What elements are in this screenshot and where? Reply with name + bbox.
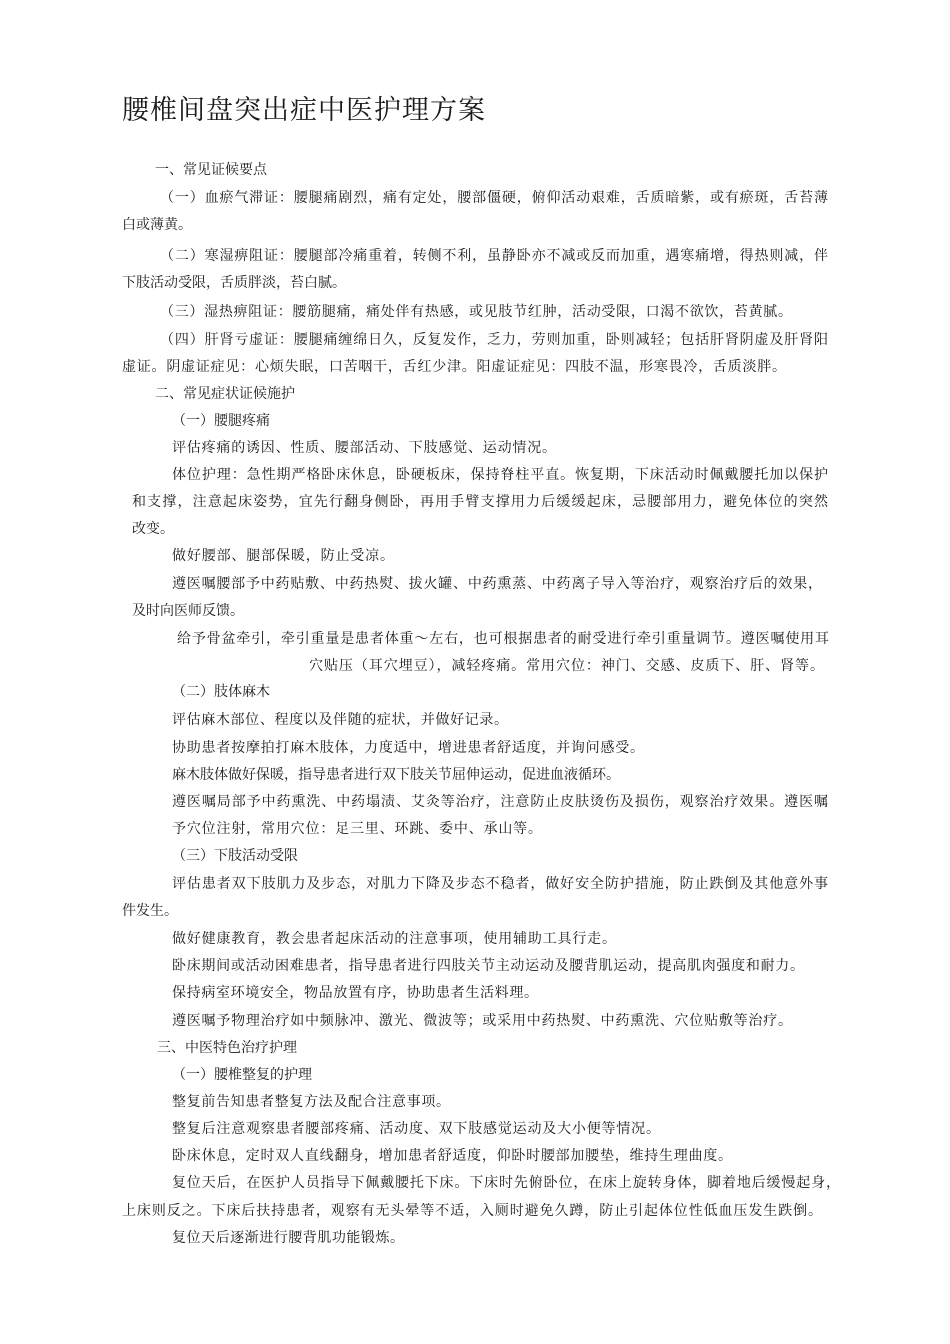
paragraph-line: 下肢活动受限，舌质胖淡，苔白腻。 <box>122 275 346 291</box>
paragraph-line: 予穴位注射，常用穴位：足三里、环跳、委中、承山等。 <box>172 821 542 837</box>
paragraph-line: 复位天后，在医护人员指导下佩戴腰托下床。下床时先俯卧位，在床上旋转身体，脚着地后缓慢起身， <box>172 1175 840 1191</box>
paragraph-line: 评估疼痛的诱因、性质、腰部活动、下肢感觉、运动情况。 <box>172 440 556 456</box>
paragraph-line: 麻木肢体做好保暖，指导患者进行双下肢关节屈伸运动，促进血液循环。 <box>172 767 620 783</box>
paragraph-line: 给予骨盆牵引，牵引重量是患者体重〜左右，也可根据患者的耐受进行牵引重量调节。遵医嘱使用耳 <box>177 631 829 647</box>
subsection-heading: （三）下肢活动受限 <box>172 848 298 864</box>
paragraph-line: 件发生。 <box>122 903 178 919</box>
paragraph-line: 上床则反之。下床后扶持患者，观察有无头晕等不适，入厕时避免久蹲，防止引起体位性低血压发生跌倒。 <box>122 1203 822 1219</box>
paragraph-line: 遵医嘱予物理治疗如中频脉冲、激光、微波等；或采用中药热熨、中药熏洗、穴位贴敷等治疗。 <box>172 1013 792 1029</box>
paragraph-line: 改变。 <box>132 521 174 537</box>
paragraph-line: 和支撑，注意起床姿势，宜先行翻身侧卧，再用手臂支撑用力后缓缓起床，忌腰部用力，避免体位的突然 <box>132 494 828 510</box>
paragraph-line: 保持病室环境安全，物品放置有序，协助患者生活料理。 <box>172 985 538 1001</box>
paragraph-line: （一）血瘀气滞证：腰腿痛剧烈，痛有定处，腰部僵硬，俯仰活动艰难，舌质暗紫，或有瘀斑，舌苔薄 <box>160 190 828 206</box>
paragraph-line: 遵医嘱腰部予中药贴敷、中药热熨、拔火罐、中药熏蒸、中药离子导入等治疗，观察治疗后的效果， <box>172 576 822 592</box>
paragraph-line: 协助患者按摩拍打麻木肢体，力度适中，增进患者舒适度，并询问感受。 <box>172 740 644 756</box>
paragraph-line: 做好健康教育，教会患者起床活动的注意事项，使用辅助工具行走。 <box>172 931 616 947</box>
paragraph-line: 虚证。阴虚证症见：心烦失眠，口苦咽干，舌红少津。阳虚证症见：四肢不温，形寒畏冷，舌质淡胖。 <box>122 359 786 375</box>
paragraph-line: 整复前告知患者整复方法及配合注意事项。 <box>172 1094 450 1110</box>
subsection-heading: （一）腰椎整复的护理 <box>172 1067 312 1083</box>
paragraph-line: 复位天后逐渐进行腰背肌功能锻炼。 <box>172 1230 404 1246</box>
subsection-heading: （二）肢体麻木 <box>172 684 270 700</box>
subsection-heading: （一）腰腿疼痛 <box>172 413 270 429</box>
paragraph-line: 评估麻木部位、程度以及伴随的症状，并做好记录。 <box>172 712 508 728</box>
paragraph-line: 评估患者双下肢肌力及步态，对肌力下降及步态不稳者，做好安全防护措施，防止跌倒及其他意外事 <box>172 876 828 892</box>
paragraph-line: 及时向医师反馈。 <box>132 603 244 619</box>
paragraph-line: 做好腰部、腿部保暖，防止受凉。 <box>172 548 394 564</box>
paragraph-line: 白或薄黄。 <box>122 217 192 233</box>
paragraph-line: 遵医嘱局部予中药熏洗、中药塌渍、艾灸等治疗，注意防止皮肤烫伤及损伤，观察治疗效果。遵医嘱 <box>172 794 828 810</box>
paragraph-line: 卧床休息，定时双人直线翻身，增加患者舒适度，仰卧时腰部加腰垫，维持生理曲度。 <box>172 1148 732 1164</box>
document-title: 腰椎间盘突出症中医护理方案 <box>122 95 486 126</box>
paragraph-line: （二）寒湿痹阻证：腰腿部冷痛重着，转侧不利，虽静卧亦不减或反而加重，遇寒痛增，得热则减，伴 <box>160 248 828 264</box>
paragraph-line: 整复后注意观察患者腰部疼痛、活动度、双下肢感觉运动及大小便等情况。 <box>172 1121 660 1137</box>
paragraph-line: 体位护理：急性期严格卧床休息，卧硬板床，保持脊柱平直。恢复期，下床活动时佩戴腰托加以保护 <box>172 467 828 483</box>
section-heading: 二、常见症状证候施护 <box>155 386 295 402</box>
paragraph-line: 卧床期间或活动困难患者，指导患者进行四肢关节主动运动及腰背肌运动，提高肌肉强度和耐力。 <box>172 958 804 974</box>
paragraph-line: （三）湿热痹阻证：腰筋腿痛，痛处伴有热感，或见肢节红肿，活动受限，口渴不欲饮，苔黄腻。 <box>160 304 792 320</box>
section-heading: 一、常见证候要点 <box>155 162 267 178</box>
paragraph-line: 穴贴压（耳穴埋豆），减轻疼痛。常用穴位：神门、交感、皮质下、肝、肾等。 <box>309 658 824 674</box>
section-heading: 三、中医特色治疗护理 <box>157 1040 297 1056</box>
paragraph-line: （四）肝肾亏虚证：腰腿痛缠绵日久，反复发作，乏力，劳则加重，卧则减轻；包括肝肾阴虚及肝肾阳 <box>160 332 828 348</box>
